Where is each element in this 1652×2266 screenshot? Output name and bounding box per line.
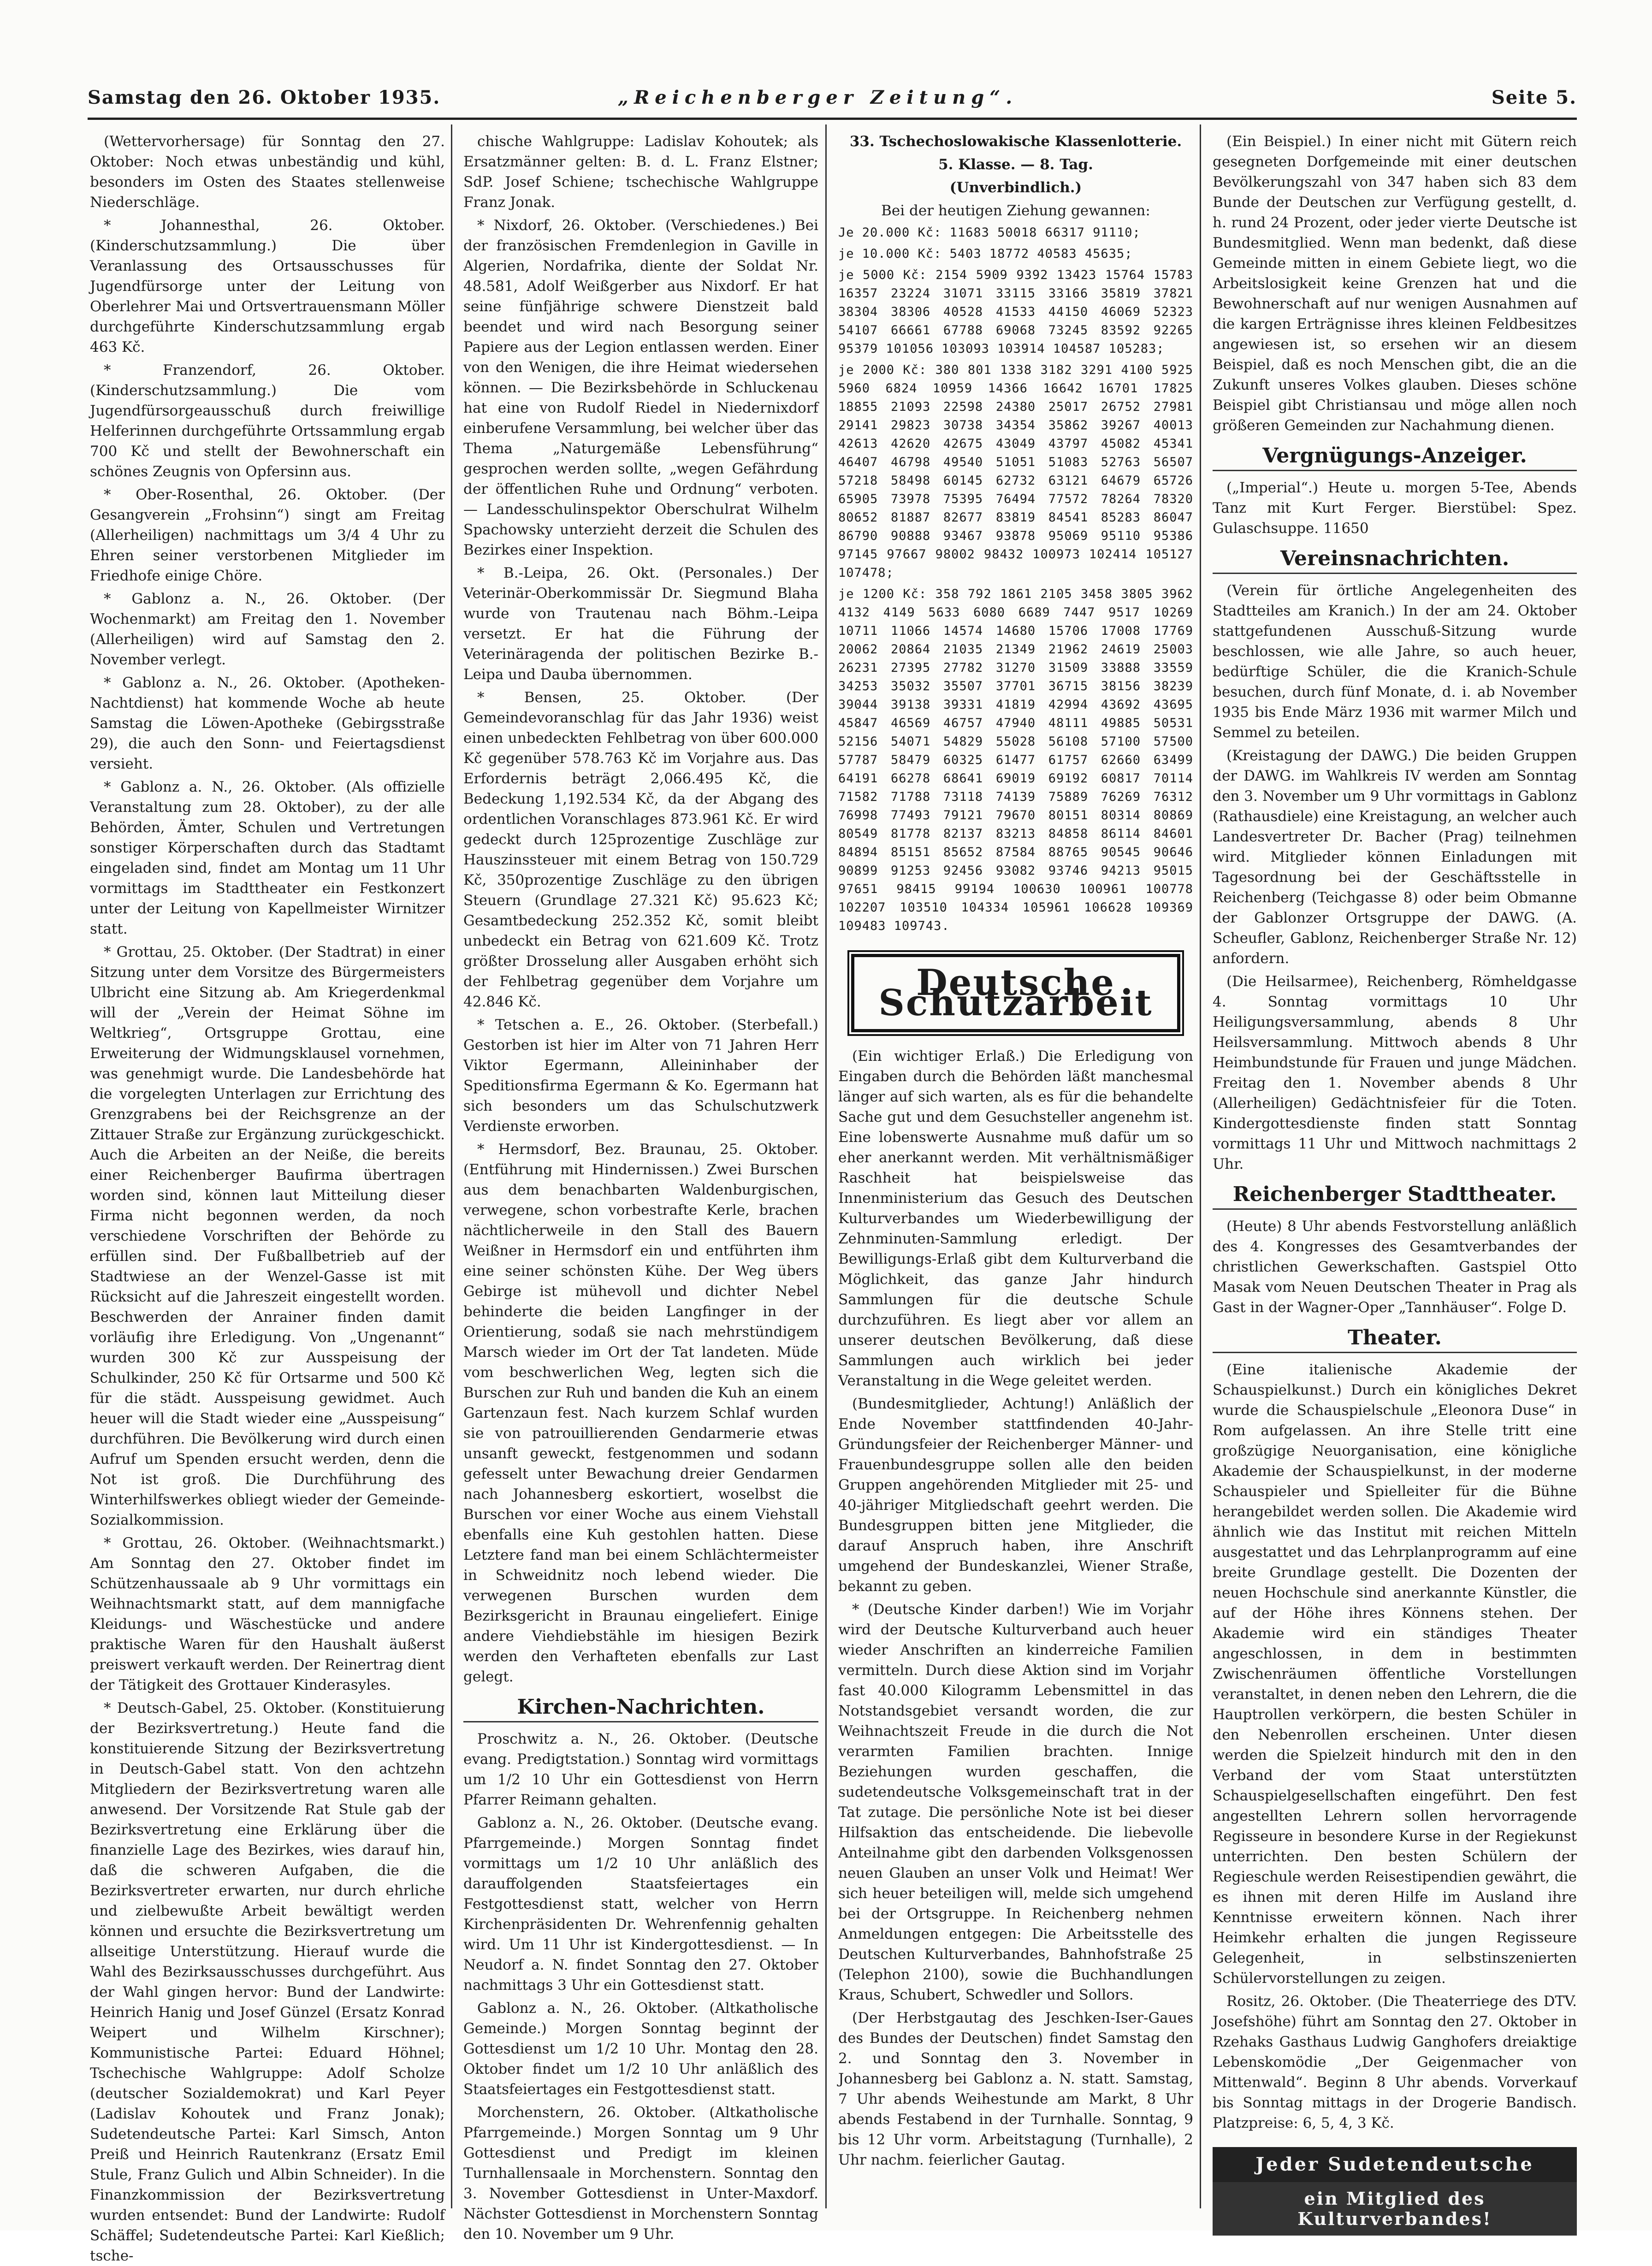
beispiel-article: (Ein Beispiel.) In einer nicht mit Gütern reich gesegneten Dorfgemeinde mit einer deutschen Bevölkerungszahl von 347 haben sich 83 dem Bunde der Deutschen zur Verfügung gestellt, d. h. rund 24 Prozent, oder jeder vierte Deutsche ist Bundesmitglied. Wenn man bedenkt, daß diese Gemeinde mitten in einem Gebiete liegt, wo die Arbeitslosigkeit keine Grenzen hat und die Bewohnerschaft auf nur wenigen Ausnahmen auf die kargen Erträgnisse ihres kleinen Feldbesitzes angewiesen ist, so ersehen wir an diesem Beispiel, daß es noch Menschen gibt, die an die Zukunft unseres Volkes glauben. Dieses schöne Beispiel gibt Christiansau und möge allen noch größeren Gemeinden zur Nachahmung dienen. <box>1213 133 1577 434</box>
article-paragraph: * Deutsch-Gabel, 25. Oktober. (Konstituierung der Bezirksvertretung.) Heute fand die konstituierende Sitzung der Bezirksvertretung in Deutsch-Gabel statt. Von den achtzehn Mitgliedern der Bezirksvertretung waren alle anwesend. Der Vorsitzende Rat Stule gab der Bezirksvertretung eine Erklärung über die finanzielle Lage des Bezirkes, wies darauf hin, daß die schweren Aufgaben, die die Bezirksvertreter erwarten, nur durch ehrliche und zielbewußte Arbeit bewältigt werden können und ersuchte die Bezirksvertretung um allseitige Unterstützung. Hierauf wurde die Wahl des Bezirksausschusses durchgeführt. Aus der Wahl gingen hervor: Bund der Landwirte: Heinrich Hanig und Josef Günzel (Ersatz Konrad Weipert und Wilhelm Kirschner); Kommunistische Partei: Eduard Höhnel; Tschechische Wahlgruppe: Adolf Scholze (deutscher Sozialdemokrat) und Karl Peyer (Ladislav Kohoutek und Franz Jonak); Sudetendeutsche Partei: Karl Simsch, Anton Preiß und Heinrich Rautenkranz (Ersatz Emil Stule, Franz Gulich und Albin Schneider). In die Finanzkommission der Bezirksvertretung wurden entsendet: Bund der Landwirte: Rudolf Schäffel; Sudetendeutsche Partei: Karl Kießlich; tsche- <box>90 1700 445 2264</box>
article-paragraph: * B.-Leipa, 26. Okt. (Personales.) Der Veterinär-Oberkommissär Dr. Siegmund Blaha wurde von Trautenau nach Böhm.-Leipa versetzt. Er hat die Führung der Veterinäragenda der politischen Bezirke B.-Leipa und Dauba übernommen. <box>463 565 818 683</box>
article-paragraph: (Der Herbstgautag des Jeschken-Iser-Gaues des Bundes der Deutschen) findet Samstag den 2. und Sonntag den 3. November in Johannesberg bei Gablonz a. N. statt. Samstag, 7 Uhr abends Weihestunde am Markt, 8 Uhr abends Festabend in der Turnhalle. Sonntag, 9 bis 12 Uhr vorm. Arbeitstagung (Turnhalle), 2 Uhr nachm. feierlicher Gautag. <box>838 2010 1193 2168</box>
lottery-intro: Bei der heutigen Ziehung gewannen: <box>881 202 1150 219</box>
article-paragraph: Proschwitz a. N., 26. Oktober. (Deutsche evang. Predigtstation.) Sonntag wird vormittags um 1/2 10 Uhr ein Gottesdienst von Herrn Pfarrer Reimann gehalten. <box>463 1731 818 1808</box>
header-date: Samstag den 26. Oktober 1935. <box>88 87 441 108</box>
local-news <box>463 131 818 1687</box>
article-paragraph: * Franzendorf, 26. Oktober. (Kinderschutzsammlung.) Die vom Jugendfürsorgeausschuß durch freiwillige Helferinnen durchgeführte Ortssammlung ergab 700 Kč und stellt der Bewohnerschaft ein schönes Zeugnis von Opfersinn aus. <box>90 362 445 480</box>
article-paragraph: (Bundesmitglieder, Achtung!) Anläßlich der Ende November stattfindenden 40-Jahr-Gründungsfeier der Reichenberger Männer- und Frauenbundesgruppe sollen alle den beiden Gruppen angehörenden Mitglieder mit 25- und 40-jähriger Mitgliedschaft geehrt werden. Die Bundesgruppen bitten jene Mitglieder, die darauf Anspruch haben, ihre Anschrift umgehend der Bundeskanzlei, Wiener Straße, bekannt zu geben. <box>838 1396 1193 1595</box>
header-rule <box>88 118 1577 120</box>
lottery-title: 33. Tschechoslowakische Klassenlotterie. <box>849 133 1182 150</box>
kulturverband-ad-line1: Jeder Sudetendeutsche <box>1213 2147 1577 2182</box>
schutzarbeit-articles <box>838 1046 1193 2170</box>
header-page-number: Seite 5. <box>1491 87 1577 108</box>
vergnuegungs-anzeiger-title: Vergnügungs-Anzeiger. <box>1213 446 1577 471</box>
kirchen-nachrichten <box>463 1729 818 2244</box>
column-1 <box>90 131 445 2264</box>
theater-articles <box>1213 1360 1577 2133</box>
lottery-results <box>838 224 1193 935</box>
article-paragraph: Je 20.000 Kč: 11683 50018 66317 91110; <box>838 225 1141 240</box>
article-paragraph: je 2000 Kč: 380 801 1338 3182 3291 4100 5925 5960 6824 10959 14366 16642 16701 17825 18855 21093 22598 24380 25017 26752 27981 29141 29823 30738 34354 35862 39267 40013 42613 42620 42675 43049 43797 45082 45341 46407 46798 49540 51051 51083 52763 56507 57218 58498 60145 62732 63121 64679 65726 65905 73978 75395 76494 77572 78264 78320 80652 81887 82677 83819 84541 85283 86047 86790 90888 93467 93878 95069 95110 95386 97145 97667 98002 98432 100973 102414 105127 107478; <box>838 363 1193 580</box>
article-paragraph: (Wettervorhersage) für Sonntag den 27. Oktober: Noch etwas unbeständig und kühl, besonders im Osten des Staates stellenweise Niederschläge. <box>90 133 445 211</box>
article-paragraph: * Grottau, 26. Oktober. (Weihnachtsmarkt.) Am Sonntag den 27. Oktober findet im Schützenhaussaale ab 9 Uhr vormittags ein Weihnachtsmarkt statt, auf dem mannigfache Kleidungs- und Wäschestücke und andere praktische Waren für den Haushalt äußerst preiswert verkauft werden. Der Reinertrag dient der Tätigkeit des Grottauer Kinderasyles. <box>90 1535 445 1693</box>
column-divider <box>1200 124 1201 2208</box>
article-paragraph: (Verein für örtliche Angelegenheiten des Stadtteiles am Kranich.) In der am 24. Oktober stattgefundenen Ausschuß-Sitzung wurde beschlossen, wie alle Jahre, so auch heuer, bedürftige Schüler, die die Kranich-Schule besuchen, durch fünf Monate, d. i. ab November 1935 bis Ende März 1936 mit warmer Milch und Semmel zu beteilen. <box>1213 582 1577 741</box>
article-paragraph: je 10.000 Kč: 5403 18772 40583 45635; <box>838 247 1133 261</box>
article-paragraph: je 5000 Kč: 2154 5909 9392 13423 15764 15783 16357 23224 31071 33115 33166 35819 37821 38304 38306 40528 41533 44150 46069 52323 54107 66661 67788 69068 73245 83592 92265 95379 101056 103093 103914 104587 105283; <box>838 268 1193 356</box>
article-paragraph: * Ober-Rosenthal, 26. Oktober. (Der Gesangverein „Frohsinn“) singt am Freitag (Allerheiligen) nachmittags um 3/4 4 Uhr zu Ehren seiner verstorbenen Mitglieder im Friedhofe einige Chöre. <box>90 486 445 584</box>
article-paragraph: Rositz, 26. Oktober. (Die Theaterriege des DTV. Josefshöhe) führt am Sonntag den 27. Oktober in Rzehaks Gasthaus Ludwig Ganghofers dreiaktige Lebenskomödie „Der Geigenmacher von Mittenwald“. Beginn 8 Uhr abends. Vorverkauf bis Sonntag mittags in der Drogerie Bandisch. Platzpreise: 6, 5, 4, 3 Kč. <box>1213 1993 1577 2131</box>
article-paragraph: * (Deutsche Kinder darben!) Wie im Vorjahr wird der Deutsche Kulturverband auch heuer wieder Anschriften an kinderreiche Familien vermitteln. Durch diese Aktion sind im Vorjahr fast 40.000 Kilogramm Lebensmittel in das Notstandsgebiet versandt worden, die zur Weihnachtszeit Freude in die durch die Not verarmten Familien brachten. Innige Beziehungen wurden geschaffen, die sudetendeutsche Volksgemeinschaft trat in der Tat zutage. Die persönliche Note ist bei dieser Hilfsaktion das entscheidende. Die liebevolle Anteilnahme gibt den darbenden Volksgenossen neuen Glauben an unser Volk und Heimat! Wer sich heuer beteiligen will, melde sich umgehend bei der Ortsgruppe. In Reichenberg nehmen Anmeldungen entgegen: Die Arbeitsstelle des Deutschen Kulturverbandes, Bahnhofstraße 25 (Telephon 2100), sowie die Buchhandlungen Kraus, Schubert, Schwedler und Sollors. <box>838 1601 1193 2003</box>
article-paragraph: chische Wahlgruppe: Ladislav Kohoutek; als Ersatzmänner gelten: B. d. L. Franz Elstner; SdP. Josef Schiene; tschechische Wahlgruppe Franz Jonak. <box>463 133 818 211</box>
article-paragraph: * Gablonz a. N., 26. Oktober. (Als offizielle Veranstaltung zum 28. Oktober), zu der alle Behörden, Ämter, Schulen und Vertretungen sonstiger Körperschaften durch das Stadtamt eingeladen sind, findet am Montag um 11 Uhr vormittags im Stadttheater ein Festkonzert unter der Leitung von Kapellmeister Wirnitzer statt. <box>90 779 445 937</box>
kirchen-nachrichten-title: Kirchen-Nachrichten. <box>463 1697 818 1722</box>
article-paragraph: * Grottau, 25. Oktober. (Der Stadtrat) in einer Sitzung unter dem Vorsitze des Bürgermeisters Ulbricht eine Sitzung ab. Am Kriegerdenkmal will der „Verein der Heimat Söhne im Weltkrieg“, Ortsgruppe Grottau, eine Erweiterung der Widmungsklausel vornehmen, was genehmigt wurde. Die Landesbehörde hat die vorgelegten Unterlagen zur Errichtung des Grenzgrabens bei der Reichsgrenze an der Zittauer Straße zur Ergänzung zurückgeschickt. Auch die Arbeiten an der Neiße, die bereits einer Reichenberger Baufirma übertragen worden sind, können laut Mitteilung dieser Firma nicht begonnen werden, da noch verschiedene Vorschriften der Behörde zu erfüllen sind. Der Fußballbetrieb auf der Stadtwiese an der Wenzel-Gasse ist mit Rücksicht auf die Jahreszeit eingestellt worden. Beschwerden der Anrainer finden damit vorläufig ihre Erledigung. Von „Ungenannt“ wurden 300 Kč zur Ausspeisung der Schulkinder, 250 Kč für Ortsarme und 500 Kč für die städt. Ausspeisung gewidmet. Auch heuer will die Stadt wieder eine „Ausspeisung“ durchführen. Die Bevölkerung wird durch einen Aufruf um Spenden ersucht werden, denn die Not ist groß. Die Durchführung des Winterhilfswerkes obliegt wieder der Gemeinde-Sozialkommission. <box>90 944 445 1528</box>
column-4 <box>1213 131 1577 2229</box>
article-paragraph: * Johannesthal, 26. Oktober. (Kinderschutzsammlung.) Die über Veranlassung des Ortsausschusses für Jugendfürsorge unter der Leitung von Oberlehrer Mai und Ortsvertrauensmann Möller durchgeführte Kinderschutzsammlung ergab 463 Kč. <box>90 217 445 355</box>
article-paragraph: * Tetschen a. E., 26. Oktober. (Sterbefall.) Gestorben ist hier im Alter von 71 Jahren Herr Viktor Egermann, Alleininhaber der Speditionsfirma Egermann & Ko. Egermann hat sich besonders um das Schulschutzwerk Verdienste erworben. <box>463 1017 818 1135</box>
article-paragraph: * Gablonz a. N., 26. Oktober. (Der Wochenmarkt) am Freitag den 1. November (Allerheiligen) wird auf Samstag den 2. November verlegt. <box>90 591 445 668</box>
article-paragraph: (Eine italienische Akademie der Schauspielkunst.) Durch ein königliches Dekret wurde die Schauspielschule „Eleonora Duse“ in Rom aufgelassen. An ihre Stelle tritt eine großzügige Neuorganisation, eine königliche Akademie der Schauspielkunst, in der moderne Schauspieler und Spielleiter für die Bühne herangebildet werden sollen. Die Akademie wird ähnlich wie das Institut mit reichen Mitteln ausgestattet und das Lehrplanprogramm auf eine breite Grundlage gestellt. Die Dozenten der neuen Hochschule sind anerkannte Künstler, die auf der Höhe ihres Könnens stehen. Der Akademie wird ein ständiges Theater angeschlossen, in dem in bestimmten Zwischenräumen öffentliche Vorstellungen veranstaltet, in denen neben den Lehrern, die die Hauptrollen verkörpern, die besten Schüler in den Nebenrollen erscheinen. Unter diesen werden die Spielzeit hindurch mit den in den Verband der vom Staat unterstützten Schauspielgesellschaften eingeführt. Den fest angestellten Lehrern sollen hervorragende Regisseure in besondere Kurse in der Regiekunst unterrichten. Den besten Schülern der Regieschule werden Reisestipendien gewährt, die es ihnen mit deren Hilfe im Ausland ihre Kenntnisse erweitern können. Nach ihrer Heimkehr erhalten die jungen Regisseure Gelegenheit, in selbstinszenierten Schülervorstellungen zu zeigen. <box>1213 1361 1577 1987</box>
lottery-subtitle: 5. Klasse. — 8. Tag. <box>938 156 1093 173</box>
schutzarbeit-banner: Deutsche Schutzarbeit <box>851 954 1180 1032</box>
article-paragraph: (Ein wichtiger Erlaß.) Die Erledigung von Eingaben durch die Behörden läßt manchesmal länger auf sich warten, als es für die behandelte Sache gut und dem Gesuchsteller angenehm ist. Eine lobenswerte Ausnahme muß dafür um so eher anerkannt werden. Mit verhältnismäßiger Raschheit hat beispielsweise das Innenministerium das Gesuch des Deutschen Kulturverbandes um Wiederbewilligung der Zehnminuten-Sammlung erledigt. Der Bewilligungs-Erlaß gibt dem Kulturverband die Möglichkeit, das ganze Jahr hindurch Sammlungen für die deutsche Schule durchzuführen. Es liegt aber vor allem an unserer deutschen Bevölkerung, daß diese Sammlungen auch wirklich bei jeder Veranstaltung in die Wege geleitet werden. <box>838 1048 1193 1389</box>
column-3 <box>838 131 1193 2215</box>
theater-title: Theater. <box>1213 1328 1577 1353</box>
stadttheater-title: Reichenberger Stadttheater. <box>1213 1184 1577 1210</box>
vereinsnachrichten-title: Vereinsnachrichten. <box>1213 549 1577 574</box>
column-2 <box>463 131 818 2242</box>
page-header <box>88 82 1577 114</box>
article-paragraph: Morchenstern, 26. Oktober. (Altkatholische Pfarrgemeinde.) Morgen Sonntag um 9 Uhr Gottesdienst und Predigt im kleinen Turnhallensaale in Morchenstern. Sonntag den 3. November Gottesdienst in Unter-Maxdorf. Nächster Gottesdienst in Morchenstern Sonntag den 10. November um 9 Uhr. <box>463 2104 818 2242</box>
article-paragraph: * Bensen, 25. Oktober. (Der Gemeindevoranschlag für das Jahr 1936) weist einen unbedeckten Fehlbetrag von über 600.000 Kč gegenüber 578.763 Kč im Vorjahre aus. Das Erfordernis beträgt 2,066.495 Kč, die Bedeckung 1,192.534 Kč, da der Abgang des ordentlichen Voranschlages 873.961 Kč. Er wird gedeckt durch 125prozentige Zuschläge zur Hauszinssteuer mit einem Betrag von 150.729 Kč, 350prozentige Zuschläge zu den übrigen Steuern (Grundlage 27.321 Kč) 95.623 Kč; Gesamtbedeckung 252.352 Kč, somit bleibt unbedeckt ein Betrag von 621.609 Kč. Trotz größter Drosselung aller Ausgaben erhöht sich der Fehlbetrag gegenüber dem Vorjahre um 42.846 Kč. <box>463 689 818 1010</box>
article-paragraph: je 1200 Kč: 358 792 1861 2105 3458 3805 3962 4132 4149 5633 6080 6689 7447 9517 10269 10711 11066 14574 14680 15706 17008 17769 20062 20864 21035 21349 21962 24619 25003 26231 27395 27782 31270 31509 33888 33559 34253 35032 35507 37701 36715 38156 38239 39044 39138 39331 41819 42994 43692 43695 45847 46569 46757 47940 48111 49885 50531 52156 54071 54829 55028 56108 57100 57500 57787 58479 60325 61477 61757 62660 63499 64191 66278 68641 69019 69192 60817 70114 71582 71788 73118 74139 75889 76269 76312 76998 77493 79121 79670 80151 80314 80869 80549 81778 82137 83213 84858 86114 84601 84894 85151 85652 87584 88765 90545 90646 90899 91253 92456 93082 93746 94213 95015 97651 98415 99194 100630 100961 100778 102207 103510 104334 105961 106628 109369 109483 109743. <box>838 587 1193 933</box>
article-paragraph: (Die Heilsarmee), Reichenberg, Römheldgasse 4. Sonntag vormittags 10 Uhr Heiligungsversammlung, abends 8 Uhr Heilsversammlung. Mittwoch abends 8 Uhr Heimbundstunde für Frauen und junge Mädchen. Freitag den 1. November abends 8 Uhr (Allerheiligen) Gedächtnisfeier für die Toten. Kindergottesdienste finden statt Sonntag vormittags 11 Uhr und Mittwoch nachmittags 2 Uhr. <box>1213 973 1577 1172</box>
article-paragraph: * Hermsdorf, Bez. Braunau, 25. Oktober. (Entführung mit Hindernissen.) Zwei Burschen aus dem benachbarten Waldenburgischen, verwegene, schon vorbestrafte Kerle, brachen nächtlicherweile in den Stall des Bauern Weißner in Hermsdorf ein und entführten ihm eine seiner schönsten Kühe. Der Weg übers Gebirge ist mühevoll und dichter Nebel behinderte die beiden Langfinger in der Orientierung, sodaß sie nach mehrstündigem Marsch wieder im Ort der Tat landeten. Müde vom beschwerlichen Weg, legten sich die Burschen zur Ruh und banden die Kuh an einem Gartenzaun fest. Nach kurzem Schlaf wurden sie von patrouillierenden Gendarmerie etwas unsanft geweckt, festgenommen und sodann gefesselt unter Bewachung dreier Gendarmen nach Johannesberg eskortiert, woselbst die Burschen vor einer Woche aus einem Viehstall ebenfalls eine Kuh gestohlen hatten. Diese Letztere fand man bei einem Schlächtermeister in Schweidnitz noch lebend wieder. Die verwegenen Burschen wurden dem Bezirksgericht in Braunau eingeliefert. Einige andere Viehdiebstähle im hiesigen Bezirk werden den Verhafteten ebenfalls zur Last gelegt. <box>463 1141 818 1685</box>
column-divider <box>825 124 827 2208</box>
article-paragraph: Gablonz a. N., 26. Oktober. (Altkatholische Gemeinde.) Morgen Sonntag beginnt der Gottesdienst um 1/2 10 Uhr. Montag den 28. Oktober findet um 1/2 10 Uhr anläßlich des Staatsfeiertages ein Festgottesdienst statt. <box>463 2000 818 2098</box>
article-paragraph: (Kreistagung der DAWG.) Die beiden Gruppen der DAWG. im Wahlkreis IV werden am Sonntag den 3. November um 9 Uhr vormittags in Gablonz (Rathausdiele) eine Kreistagung, an welcher auch Landesvertreter Dr. Bacher (Prag) teilnehmen wird. Mitglieder können Einladungen mit Tagesordnung bei der Geschäftsstelle in Reichenberg (Teichgasse 8) oder beim Obmanne der Gablonzer Ortsgruppe der DAWG. (A. Scheufler, Gablonz, Reichenberger Straße Nr. 12) anfordern. <box>1213 747 1577 967</box>
vergnuegungs-anzeiger-text: („Imperial“.) Heute u. morgen 5-Tee, Abends Tanz mit Kurt Ferger. Bierstübel: Spez. Gulaschsuppe. 11650 <box>1213 479 1577 537</box>
header-paper-title: „Reichenberger Zeitung“. <box>618 87 1018 108</box>
kulturverband-ad-line2: ein Mitglied des Kulturverbandes! <box>1213 2182 1577 2236</box>
stadttheater-text: (Heute) 8 Uhr abends Festvorstellung anläßlich des 4. Kongresses des Gesamtverbandes der christlichen Gewerkschaften. Gastspiel Otto Masak vom Neuen Deutschen Theater in Prag als Gast in der Wagner-Oper „Tannhäuser“. Folge D. <box>1213 1218 1577 1316</box>
column-divider <box>451 124 452 2208</box>
article-paragraph: Gablonz a. N., 26. Oktober. (Deutsche evang. Pfarrgemeinde.) Morgen Sonntag findet vormittags um 1/2 10 Uhr anläßlich des darauffolgenden Staatsfeiertages ein Festgottesdienst statt, welcher von Herrn Kirchenpräsidenten Dr. Wehrenfennig gehalten wird. Um 11 Uhr ist Kindergottesdienst. — In Neudorf a. N. findet Sonntag den 27. Oktober nachmittags 3 Uhr ein Gottesdienst statt. <box>463 1815 818 1994</box>
vereinsnachrichten <box>1213 580 1577 1174</box>
lottery-note: (Unverbindlich.) <box>949 179 1082 196</box>
article-paragraph: * Nixdorf, 26. Oktober. (Verschiedenes.) Bei der französischen Fremdenlegion in Gaville in Algerien, Nordafrika, diente der Soldat Nr. 48.581, Adolf Weißgerber aus Nixdorf. Er hat seine fünfjährige schwere Dienstzeit bald beendet und wird nach Besorgung seiner Papiere aus der Legion entlassen werden. Einer von den Wenigen, die ihre Heimat wiedersehen können. — Die Bezirksbehörde in Schluckenau hat eine von Rudolf Riedel in Niedernixdorf einberufene Versammlung, bei welcher über das Thema „Naturgemäße Lebensführung“ gesprochen werden sollte, „wegen Gefährdung der öffentlichen Ruhe und Ordnung“ verboten. — Landesschulinspektor Oberschulrat Wilhelm Spachowsky unterzieht derzeit die Schulen des Bezirkes einer Inspektion. <box>463 217 818 558</box>
article-paragraph: * Gablonz a. N., 26. Oktober. (Apotheken-Nachtdienst) hat kommende Woche ab heute Samstag die Löwen-Apotheke (Gebirgsstraße 29), die auch den Sonn- und Feiertagsdienst versieht. <box>90 674 445 772</box>
